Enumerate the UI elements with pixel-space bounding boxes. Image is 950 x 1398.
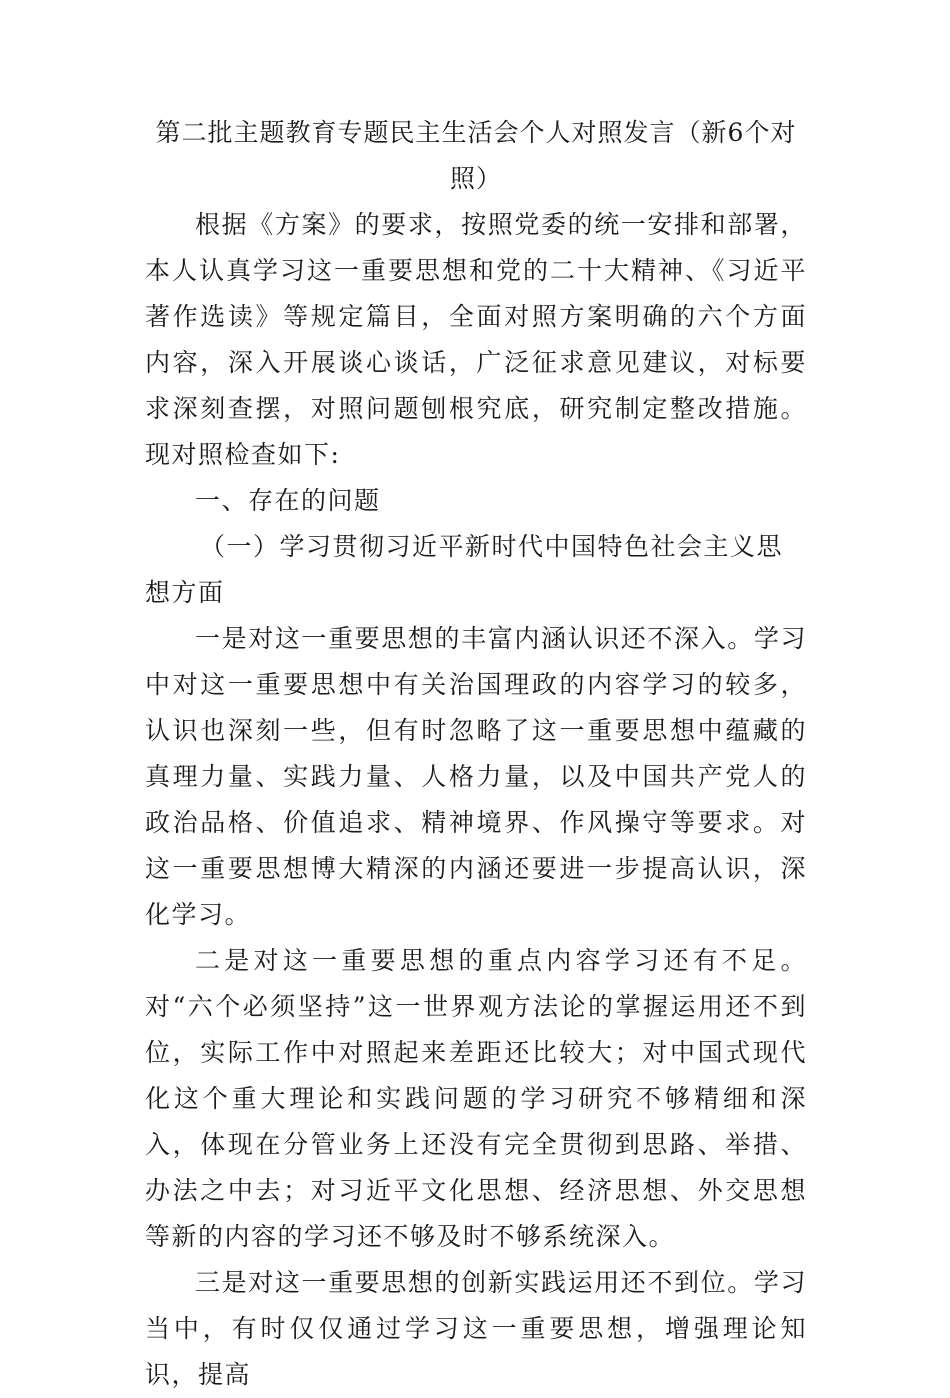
document-title: 第二批主题教育专题民主生活会个人对照发言（新6个对照） — [155, 118, 797, 193]
body-paragraph-1: 一是对这一重要思想的丰富内涵认识还不深入。学习中对这一重要思想中有关治国理政的内容学习的较多，认识也深刻一些，但有时忽略了这一重要思想中蕴藏的真理力量、实践力量、人格力量，以及中国共产党人的政治品格、价值追求、精神境界、作风操守等要求。对这一重要思想博大精深的内涵还要进一步提高认识，深化学习。 — [145, 624, 807, 929]
body-paragraph-3: 三是对这一重要思想的创新实践运用还不到位。学习当中，有时仅仅通过学习这一重要思想，增强理论知识，提高 — [145, 1268, 807, 1389]
subsection-heading-study: （一）学习贯彻习近平新时代中国特色社会主义思想方面 — [145, 532, 784, 607]
body-paragraph-2: 二是对这一重要思想的重点内容学习还有不足。对“六个必须坚持”这一世界观方法论的掌握运用还不到位，实际工作中对照起来差距还比较大；对中国式现代化这个重大理论和实践问题的学习研究不够精细和深入，体现在分管业务上还没有完全贯彻到思路、举措、办法之中去；对习近平文化思想、经济思想、外交思想等新的内容的学习还不够及时不够系统深入。 — [145, 946, 807, 1251]
document-page — [145, 110, 807, 1398]
section-heading-problems: 一、存在的问题 — [195, 486, 381, 515]
intro-paragraph: 根据《方案》的要求，按照党委的统一安排和部署，本人认真学习这一重要思想和党的二十大精神、《习近平著作选读》等规定篇目，全面对照方案明确的六个方面内容，深入开展谈心谈话，广泛征求意见建议，对标要求深刻查摆，对照问题刨根究底，研究制定整改措施。现对照检查如下: — [145, 210, 807, 469]
